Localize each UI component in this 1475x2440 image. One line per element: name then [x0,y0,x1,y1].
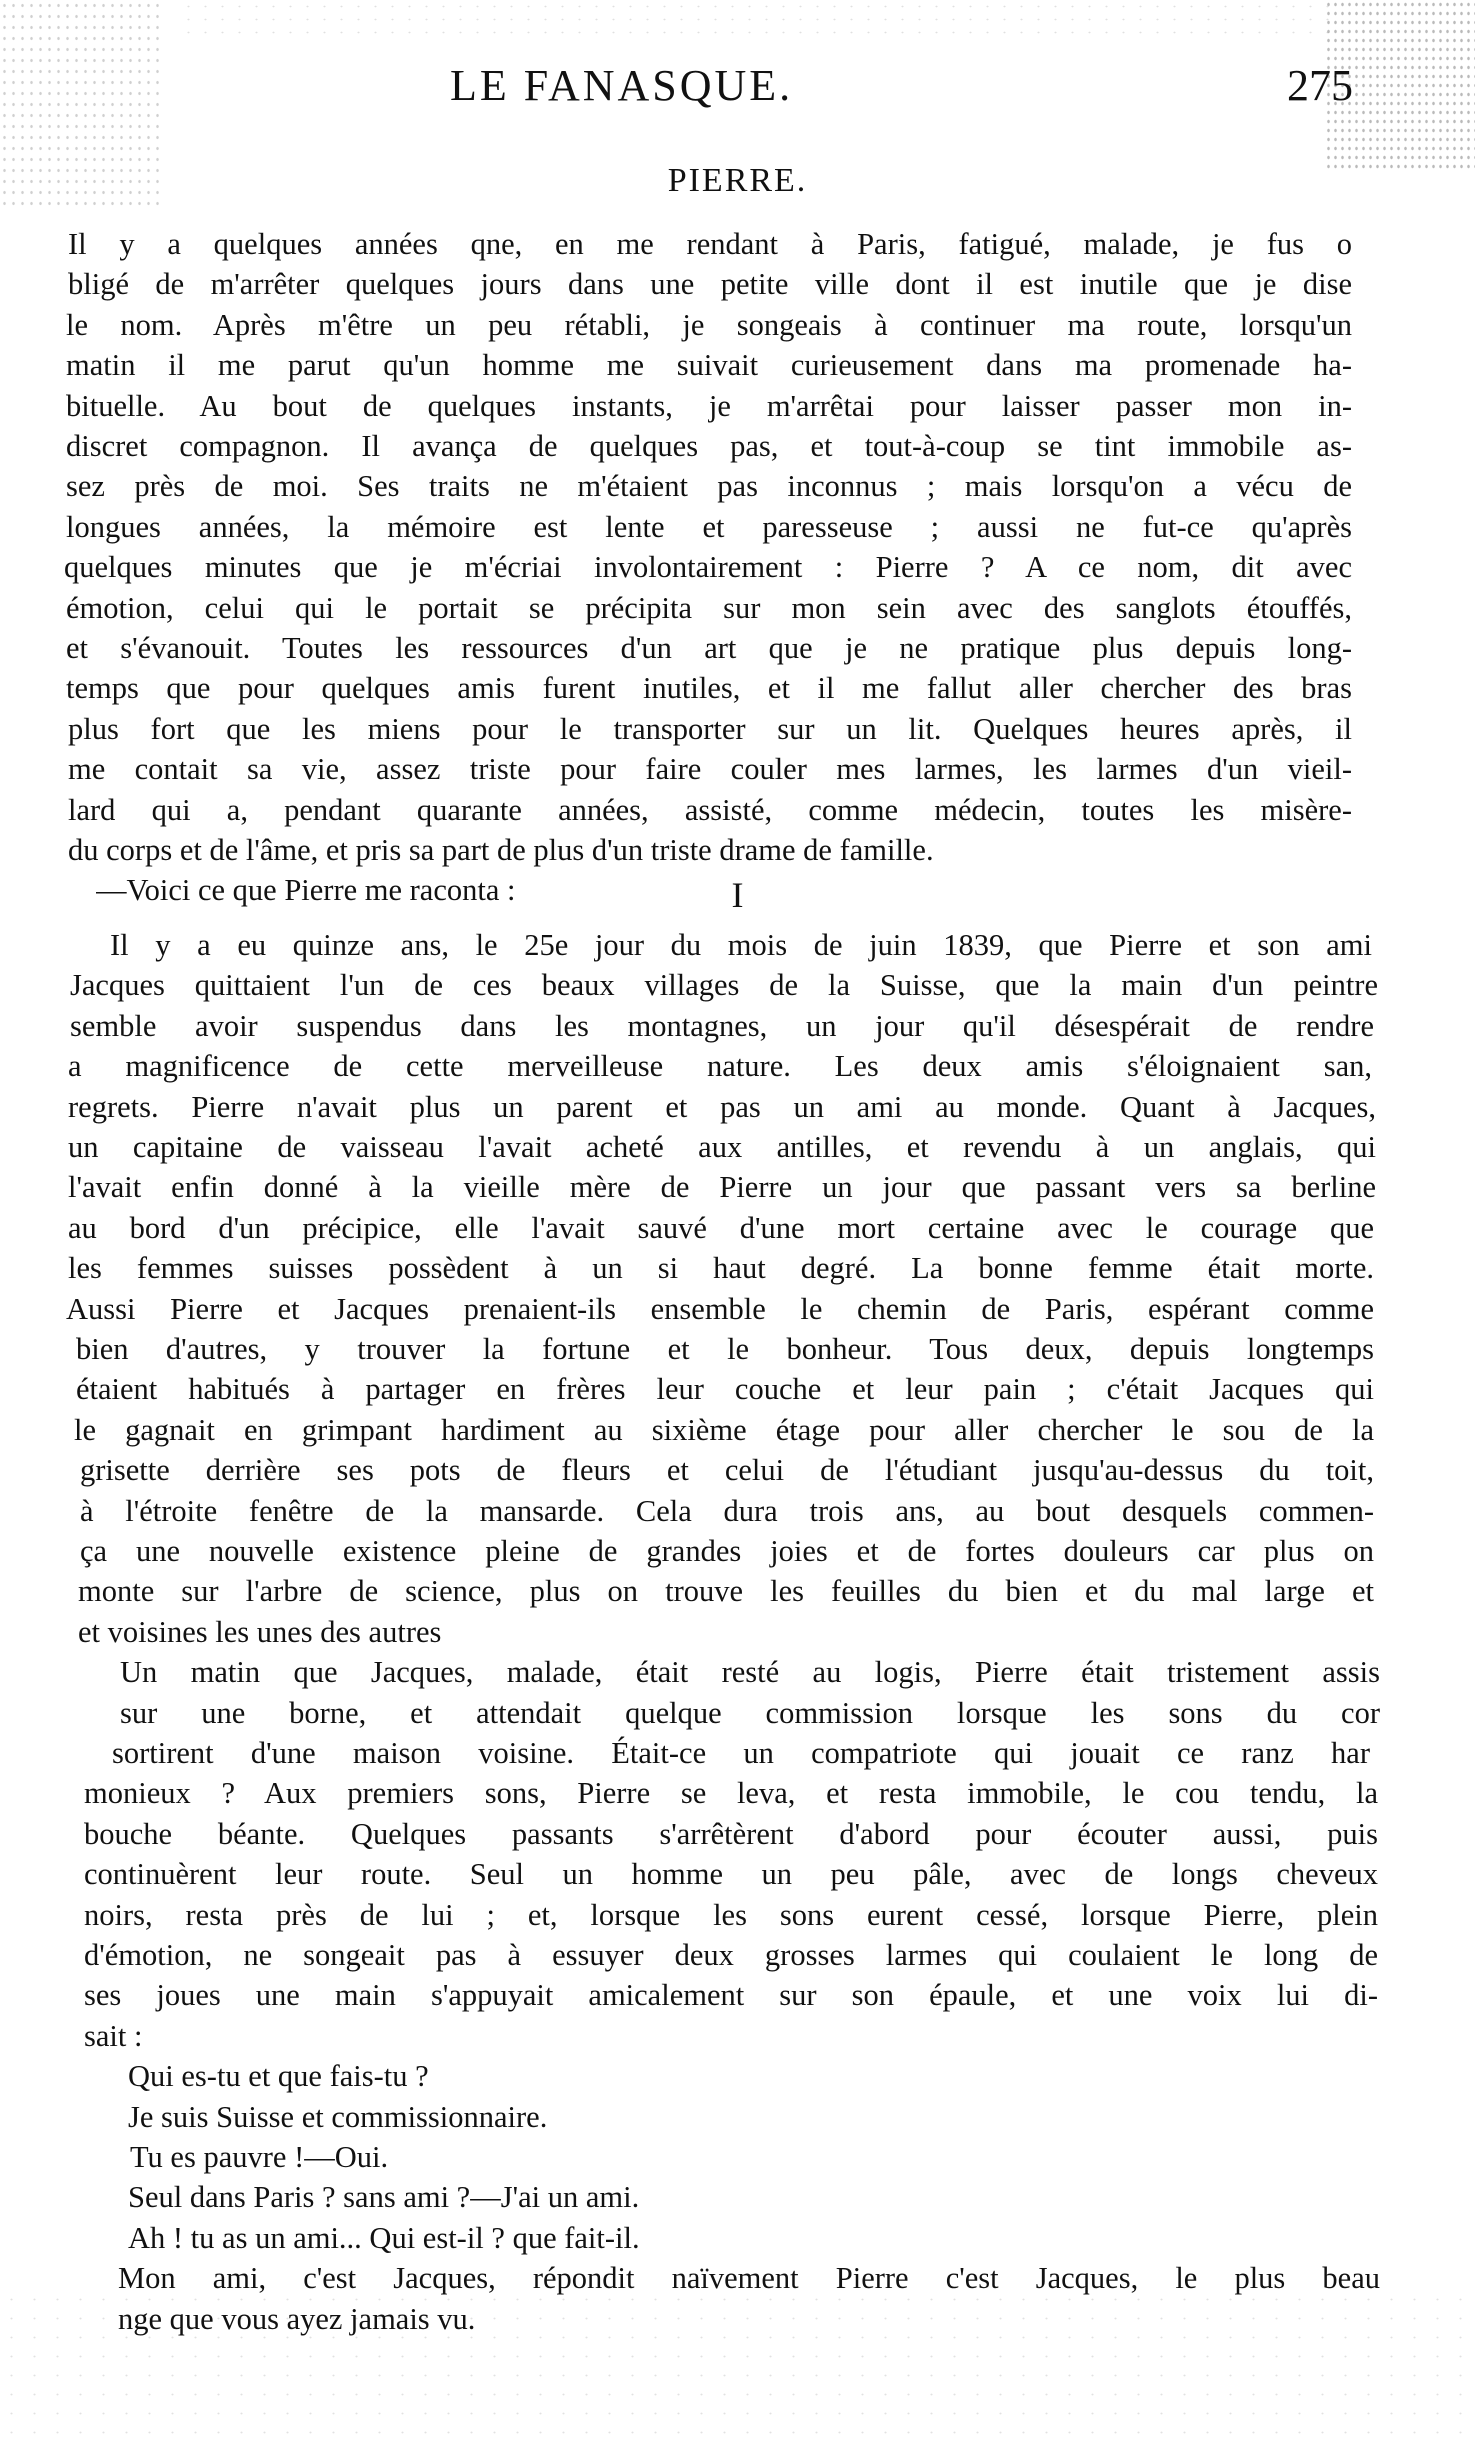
chapter-text-line: sortirent d'une maison voisine. Était-ce un compatriote qui jouait ce ranz har [112,1736,1370,1770]
chapter-text-line: a magnificence de cette merveilleuse nature. Les deux amis s'éloignaient san, [68,1049,1372,1083]
chapter-text-line: Il y a eu quinze ans, le 25e jour du mois de juin 1839, que Pierre et son ami [110,928,1372,962]
chapter-text-line: Qui es-tu et que fais-tu ? [128,2059,429,2093]
chapter-text-line: sait : [84,2019,143,2053]
intro-text-line: me contait sa vie, assez triste pour faire couler mes larmes, les larmes d'un vieil- [68,752,1352,786]
chapter-text-line: ses joues une main s'appuyait amicalement sur son épaule, et une voix lui di- [84,1978,1378,2012]
intro-text-line: plus fort que les miens pour le transporter sur un lit. Quelques heures après, il [68,712,1352,746]
page-header [0,60,1475,130]
chapter-text-line: Mon ami, c'est Jacques, répondit naïvement Pierre c'est Jacques, le plus beau [118,2261,1380,2295]
chapter-text-line: Tu es pauvre !—Oui. [130,2140,389,2174]
intro-text-line: discret compagnon. Il avança de quelques pas, et tout-à-coup se tint immobile as- [66,429,1352,463]
intro-text-line: —Voici ce que Pierre me raconta : [96,873,516,907]
chapter-text-line: grisette derrière ses pots de fleurs et celui de l'étudiant jusqu'au-dessus du toit, [80,1453,1374,1487]
chapter-text-line: Jacques quittaient l'un de ces beaux villages de la Suisse, que la main d'un peintre [70,968,1378,1002]
intro-text-line: bligé de m'arrêter quelques jours dans une petite ville dont il est inutile que je dise [68,267,1352,301]
intro-text-line: matin il me parut qu'un homme me suivait curieusement dans ma promenade ha- [66,348,1352,382]
intro-text-line: temps que pour quelques amis furent inutiles, et il me fallut aller chercher des bras [66,671,1352,705]
chapter-text-line: bien d'autres, y trouver la fortune et le bonheur. Tous deux, depuis longtemps [76,1332,1374,1366]
chapter-text-line: continuèrent leur route. Seul un homme un peu pâle, avec de longs cheveux [84,1857,1378,1891]
chapter-text-line: l'avait enfin donné à la vieille mère de Pierre un jour que passant vers sa berline [68,1170,1376,1204]
chapter-text-line: au bord d'un précipice, elle l'avait sauvé d'une mort certaine avec le courage que [68,1211,1374,1245]
intro-text-line: quelques minutes que je m'écriai involontairement : Pierre ? A ce nom, dit avec [64,550,1352,584]
intro-text-line: du corps et de l'âme, et pris sa part de plus d'un triste drame de famille. [68,833,934,867]
chapter-text-line: le gagnait en grimpant hardiment au sixième étage pour aller chercher le sou de la [74,1413,1374,1447]
chapter-text-line: ça une nouvelle existence pleine de grandes joies et de fortes douleurs car plus on [80,1534,1374,1568]
intro-text-line: émotion, celui qui le portait se précipita sur mon sein avec des sanglots étouffés, [66,591,1352,625]
chapter-text-line: semble avoir suspendus dans les montagnes, un jour qu'il désespérait de rendre [70,1009,1374,1043]
chapter-text-line: noirs, resta près de lui ; et, lorsque les sons eurent cessé, lorsque Pierre, plein [84,1898,1378,1932]
chapter-text-line: Ah ! tu as un ami... Qui est-il ? que fait-il. [128,2221,640,2255]
chapter-text-line: Seul dans Paris ? sans ami ?—J'ai un ami. [128,2180,640,2214]
chapter-text-line: sur une borne, et attendait quelque commission lorsque les sons du cor [120,1696,1380,1730]
intro-text-line: longues années, la mémoire est lente et paresseuse ; aussi ne fut-ce qu'après [66,510,1352,544]
chapter-text-line: à l'étroite fenêtre de la mansarde. Cela dura trois ans, au bout desquels commen- [80,1494,1374,1528]
page-number: 275 [1287,61,1353,110]
chapter-text-line: étaient habitués à partager en frères leur couche et leur pain ; c'était Jacques qui [76,1372,1374,1406]
intro-text-line: le nom. Après m'être un peu rétabli, je songeais à continuer ma route, lorsqu'un [66,308,1352,342]
chapter-text-line: monieux ? Aux premiers sons, Pierre se leva, et resta immobile, le cou tendu, la [84,1776,1378,1810]
chapter-text-line: bouche béante. Quelques passants s'arrêtèrent d'abord pour écouter aussi, puis [84,1817,1378,1851]
chapter-text-line: d'émotion, ne songeait pas à essuyer deux grosses larmes qui coulaient le long de [84,1938,1378,1972]
chapter-numeral: I [731,875,744,915]
intro-text-line: et s'évanouit. Toutes les ressources d'un art que je ne pratique plus depuis long- [66,631,1352,665]
chapter-text-line: les femmes suisses possèdent à un si haut degré. La bonne femme était morte. [68,1251,1374,1285]
chapter-text-line: un capitaine de vaisseau l'avait acheté aux antilles, et revendu à un anglais, qui [68,1130,1376,1164]
running-title: LE FANASQUE. [450,61,794,110]
chapter-text-line: et voisines les unes des autres [78,1615,442,1649]
intro-text-line: sez près de moi. Ses traits ne m'étaient pas inconnus ; mais lorsqu'on a vécu de [66,469,1352,503]
chapter-text-line: regrets. Pierre n'avait plus un parent et pas un ami au monde. Quant à Jacques, [68,1090,1376,1124]
intro-text-line: Il y a quelques années qne, en me rendant à Paris, fatigué, malade, je fus o [68,227,1352,261]
intro-text-line: lard qui a, pendant quarante années, assisté, comme médecin, toutes les misère- [68,793,1352,827]
chapter-text-line: Aussi Pierre et Jacques prenaient-ils ensemble le chemin de Paris, espérant comme [66,1292,1374,1326]
article-title: PIERRE. [667,162,808,199]
chapter-text-line: Je suis Suisse et commissionnaire. [128,2100,548,2134]
scan-noise-top [180,0,1330,40]
intro-text-line: bituelle. Au bout de quelques instants, je m'arrêtai pour laisser passer mon in- [66,389,1352,423]
chapter-text-line: nge que vous ayez jamais vu. [118,2302,476,2336]
chapter-text-line: Un matin que Jacques, malade, était resté au logis, Pierre était tristement assis [120,1655,1380,1689]
chapter-text-line: monte sur l'arbre de science, plus on trouve les feuilles du bien et du mal large et [78,1574,1374,1608]
